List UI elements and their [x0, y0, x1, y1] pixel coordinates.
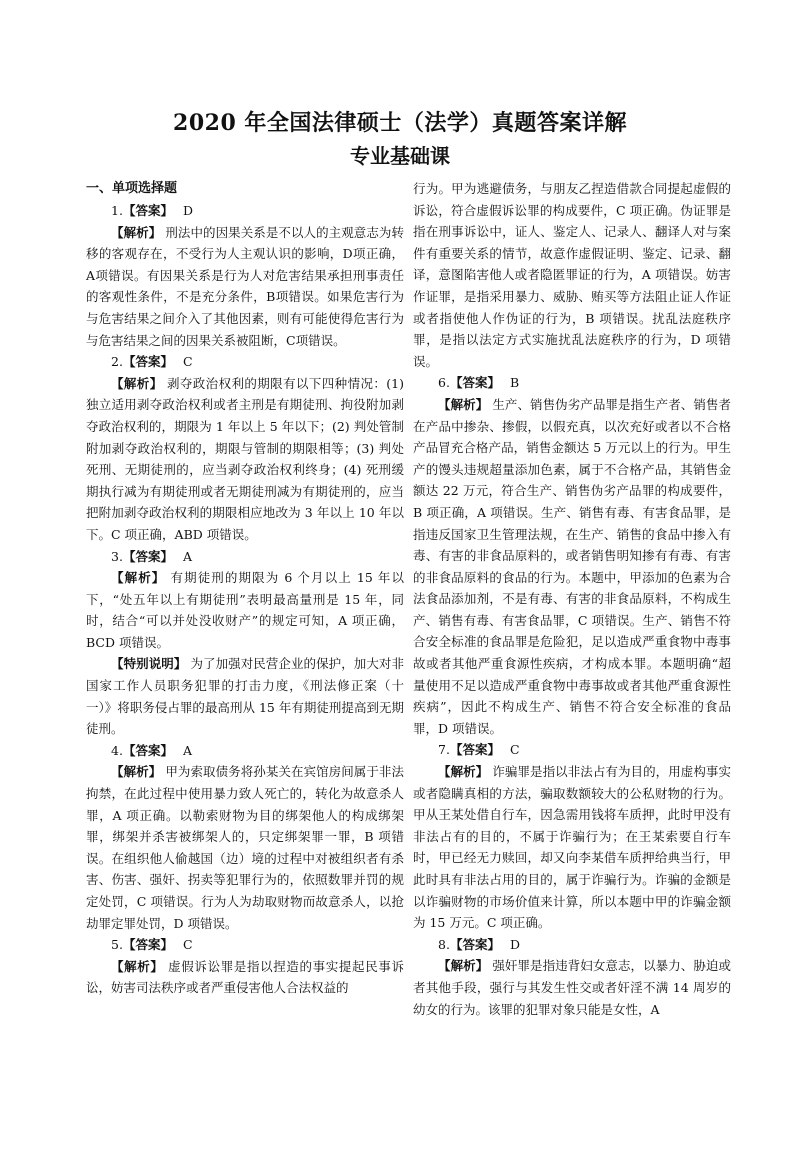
answer-label: 【答案】 — [449, 742, 500, 758]
answer-label: 【答案】 — [122, 203, 173, 218]
answer-label: 【答案】 — [122, 548, 173, 564]
answer-line-q6 — [413, 372, 731, 394]
explain-label: 【解析】 — [438, 958, 489, 974]
answer-label: 【答案】 — [122, 742, 173, 758]
explanation-text: 虚假诉讼罪是指以捏造的事实提起民事诉讼，妨害司法秩序或者严重侵害他人合法权益的 — [86, 958, 404, 996]
explain-label: 【解析】 — [438, 396, 489, 412]
explanation-q6 — [413, 394, 731, 740]
answer-line-q1 — [86, 200, 404, 222]
answer-value: A — [182, 548, 192, 564]
explanation-q8 — [413, 955, 731, 1020]
answer-value: D — [509, 936, 520, 952]
question-number: 3. — [111, 548, 123, 564]
special-note-q3 — [86, 653, 404, 739]
answer-line-q7 — [413, 739, 731, 761]
explain-label: 【解析】 — [111, 764, 162, 780]
explain-label: 【解析】 — [111, 375, 163, 391]
answer-label: 【答案】 — [449, 936, 500, 952]
explanation-text: 有期徒刑的期限为 6 个月以上 15 年以下，“处五年以上有期徒刑”表明最高量刑是 15 年，同时，结合“可以并处没收财产”的规定可知，A 项正确，BCD 项错误。 — [86, 570, 404, 650]
answer-label: 【答案】 — [449, 375, 500, 391]
left-column — [86, 178, 404, 999]
question-number: 7. — [438, 742, 450, 758]
special-label: 【特别说明】 — [111, 656, 187, 672]
explanation-q2 — [86, 373, 404, 546]
answer-value: A — [182, 742, 192, 758]
explanation-q3 — [86, 567, 404, 653]
answer-value: C — [509, 742, 520, 758]
question-number: 6. — [438, 375, 450, 391]
answer-label: 【答案】 — [122, 354, 173, 370]
explanation-text: 诈骗罪是指以非法占有为目的，用虚构事实或者隐瞒真相的方法，骗取数额较大的公私财物的行为。甲从王某处借自行车，因急需用钱将车质押，此时甲没有非法占有的目的，不属于诈骗行为；在王某索要自行车时，甲已经无力赎回，却又向李某借车质押给典当行，甲此时具有非法占用的目的，属于诈骗行为。诈骗的金额是以诈骗财物的市场价值来计算，所以本题中甲的诈骗金额为 15 万元。C 项正确。 — [413, 764, 731, 931]
explain-label: 【解析】 — [111, 958, 164, 974]
question-number: 5. — [111, 937, 123, 953]
explanation-text: 强奸罪是指违背妇女意志，以暴力、胁迫或者其他手段，强行与其发生性交或者奸淫不满 14 周岁的幼女的行为。该罪的犯罪对象只能是女性，A — [413, 958, 731, 1017]
answer-value: C — [182, 354, 193, 370]
explanation-q7 — [413, 761, 731, 934]
explanation-q5-continued: 行为。甲为逃避债务，与朋友乙捏造借款合同提起虚假的诉讼，符合虚假诉讼罪的构成要件，C 项正确。伪证罪是指在刑事诉讼中，证人、鉴定人、记录人、翻译人对与案件有重要关系的情节，故意作虚假证明、鉴定、记录、翻译，意图陷害他人或者隐匿罪证的行为，A 项错误。妨害作证罪，是指采用暴力、威胁、贿买等方法阻止证人作证或者指使他人作伪证的行为，B 项错误。扰乱法庭秩序罪，是指以法定方式实施扰乱法庭秩序的行为，D 项错误。 — [413, 181, 731, 369]
right-column — [413, 178, 731, 1020]
answer-label: 【答案】 — [122, 937, 173, 953]
explanation-text: 刑法中的因果关系是不以人的主观意志为转移的客观存在，不受行为人主观认识的影响，D项正确，A项错误。有因果关系是行为人对危害结果承担刑事责任的客观性条件，不是充分条件，B项错误。如果危害行为与危害结果之间介入了其他因素，则有可能使得危害行为与危害结果之间的因果关系被阻断，C项错误。 — [86, 224, 404, 348]
explanation-q1 — [86, 222, 404, 352]
answer-line-q8 — [413, 934, 731, 956]
section-heading: 一、单项选择题 — [86, 181, 178, 196]
answer-value: C — [182, 937, 193, 953]
explain-label: 【解析】 — [111, 224, 162, 240]
question-number: 8. — [438, 936, 450, 952]
explain-label: 【解析】 — [111, 570, 166, 586]
answer-line-q4 — [86, 740, 404, 762]
explanation-text: 剥夺政治权利的期限有以下四种情况：(1) 独立适用剥夺政治权利或者主刑是有期徒刑、拘役附加剥夺政治权利的，期限为 1 年以上 5 年以下；(2) 判处管制附加剥夺政治权利的，期限与管制的期限相等；(3) 判处死刑、无期徒刑的，应当剥夺政治权利终身；(4) 死刑缓期执行减为有期徒刑或者无期徒刑减为有期徒刑的，应当把附加剥夺政治权利的期限相应地改为 3 年以上 10 年以下。C 项正确，ABD 项错误。 — [86, 375, 404, 542]
question-number: 2. — [111, 354, 123, 370]
explanation-q5 — [86, 956, 404, 999]
explanation-text: 甲为索取债务将孙某关在宾馆房间属于非法拘禁，在此过程中使用暴力致人死亡的，转化为故意杀人罪，A 项正确。以勒索财物为目的绑架他人的构成绑架罪，绑架并杀害被绑架人的，只定绑架罪一罪，B 项错误。在组织他人偷越国（边）境的过程中对被组织者有杀害、伤害、强奸、拐卖等犯罪行为的，依照数罪并罚的规定处罚，C 项错误。行为人为劫取财物而故意杀人，以抢劫罪定罪处罚，D 项错误。 — [86, 764, 404, 931]
answer-value: D — [182, 203, 193, 218]
question-number: 4. — [111, 742, 123, 758]
answer-line-q3 — [86, 546, 404, 568]
answer-line-q2 — [86, 351, 404, 373]
special-text: 为了加强对民营企业的保护，加大对非国家工作人员职务犯罪的打击力度，《刑法修正案（十一）》将职务侵占罪的最高刑从 15 年有期徒刑提高到无期徒刑。 — [86, 656, 404, 737]
explanation-text: 生产、销售伪劣产品罪是指生产者、销售者在产品中掺杂、掺假，以假充真，以次充好或者以不合格产品冒充合格产品，销售金额达 5 万元以上的行为。甲生产的馒头违规超量添加色素，属于不合格产品，其销售金额达 22 万元，符合生产、销售伪劣产品罪的构成要件，B 项正确，A 项错误。生产、销售有毒、有害食品罪，是指违反国家卫生管理法规，在生产、销售的食品中掺入有毒、有害的非食品原料的，或者销售明知掺有有毒、有害的非食品原料的食品的行为。本题中，甲添加的色素为合法食品添加剂，不是有毒、有害的非食品原料，不构成生产、销售有毒、有害食品罪，C 项错误。生产、销售不符合安全标准的食品罪是危险犯，足以造成严重食物中毒事故或者其他严重食源性疾病，才构成本罪。本题明确“超量使用不足以造成严重食物中毒事故或者其他严重食源性疾病”，因此不构成生产、销售不符合安全标准的食品罪，D 项错误。 — [413, 396, 731, 736]
question-number: 1. — [111, 203, 123, 218]
explanation-q4 — [86, 761, 404, 934]
explain-label: 【解析】 — [438, 764, 489, 780]
page-title: 2020 年全国法律硕士（法学）真题答案详解 — [173, 110, 627, 136]
page-subtitle: 专业基础课 — [350, 144, 450, 168]
answer-value: B — [509, 375, 520, 391]
answer-line-q5 — [86, 934, 404, 956]
